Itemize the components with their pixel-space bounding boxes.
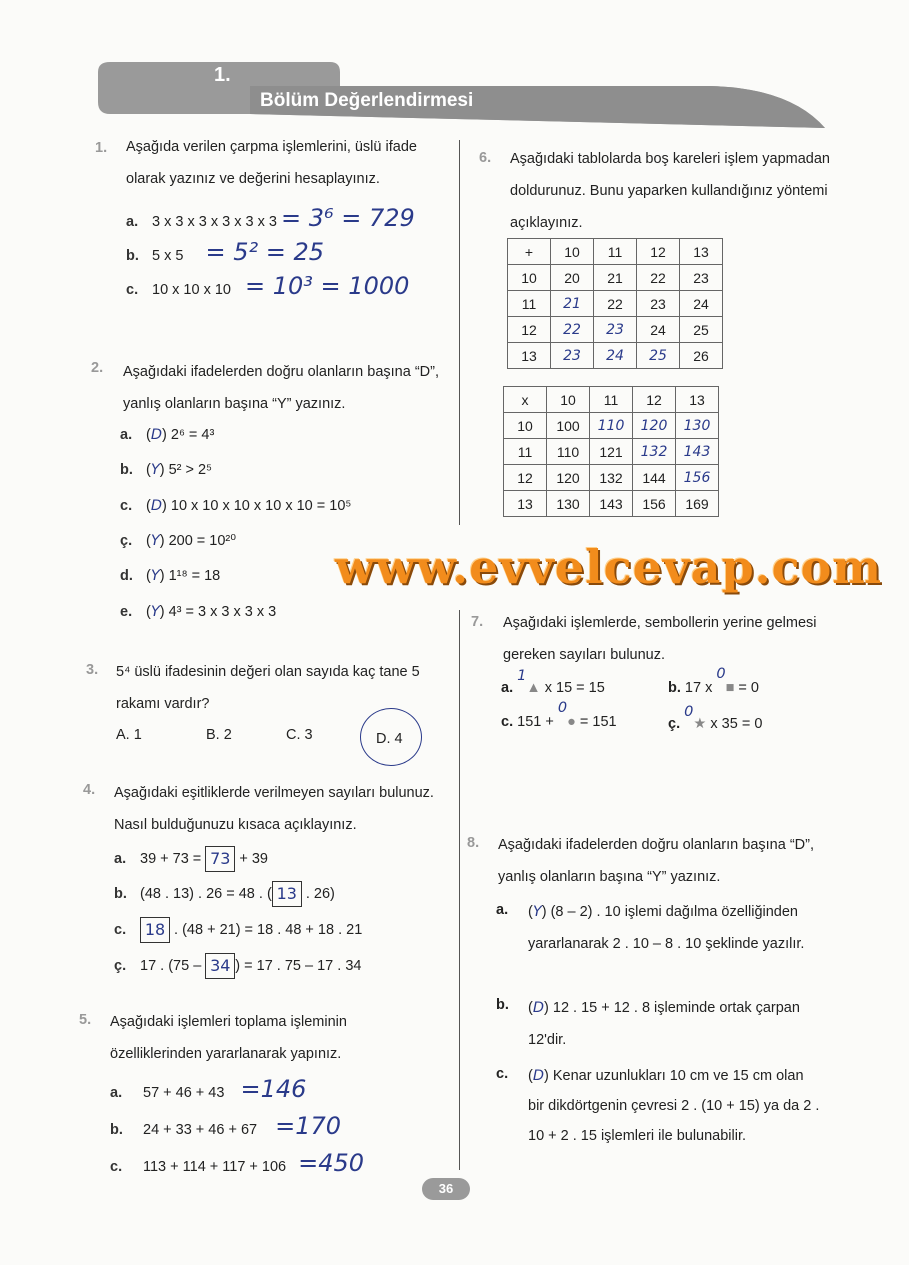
q1-item-b: b. 5 x 5 = 5² = 25	[126, 238, 325, 266]
q5-item-c: c. 113 + 114 + 117 + 106 =450	[110, 1149, 365, 1177]
q7-item-b: b. 17 x 0■ = 0	[668, 666, 759, 696]
header-number: 1.	[214, 64, 231, 86]
square-symbol-icon: ■	[725, 680, 735, 696]
header-title: Bölüm Değerlendirmesi	[260, 90, 474, 111]
triangle-symbol-icon: ▲	[526, 680, 541, 696]
q5-item-b: b. 24 + 33 + 46 + 67 =170	[110, 1112, 342, 1140]
q8-item-a: (Y) (8 – 2) . 10 işlemi dağılma özelliğinden yararlanarak 2 . 10 – 8 . 10 şeklinde yazılır.	[528, 904, 805, 952]
circle-symbol-icon: ●	[567, 714, 576, 730]
q3-number: 3.	[86, 662, 99, 678]
page-number: 36	[422, 1178, 470, 1200]
multiplication-table: x 10 11 12 13 10 100 110 120 130 11 110 121 132 143 12 120 132 144 156 13 130 143 156 169	[503, 386, 719, 517]
q3-option-b: B. 2	[206, 727, 232, 743]
q4-number: 4.	[83, 782, 96, 798]
q8-item-b-label: b.	[496, 997, 509, 1013]
q8-item-c: (D) Kenar uzunlukları 10 cm ve 15 cm olan bir dikdörtgenin çevresi 2 . (10 + 15) ya da 2 . 10 + 2 . 15 işlemleri ile bulunabilir.	[528, 1068, 820, 1144]
q8-text: Aşağıdaki ifadelerden doğru olanların başına “D”, yanlış olanların başına “Y” yazınız.	[498, 837, 814, 885]
q2-item-e: e. (Y) 4³ = 3 x 3 x 3 x 3	[120, 604, 277, 620]
q2-item-c: c. (D) 10 x 10 x 10 x 10 x 10 = 10⁵	[120, 498, 352, 514]
q2-number: 2.	[91, 360, 104, 376]
q8-item-c-label: c.	[496, 1066, 509, 1082]
q7-text: Aşağıdaki işlemlerde, sembollerin yerine gelmesi gereken sayıları bulunuz.	[503, 615, 817, 663]
q7-item-a: a. 1▲ x 15 = 15	[501, 668, 605, 696]
watermark: www.evvelcevap.com	[335, 540, 882, 594]
q1-item-a: a. 3 x 3 x 3 x 3 x 3 x 3 = 3⁶ = 729	[126, 204, 415, 232]
q2-item-d: d. (Y) 1¹⁸ = 18	[120, 568, 221, 584]
q4-text: Aşağıdaki eşitliklerde verilmeyen sayıları bulunuz. Nasıl bulduğunuzu kısaca açıklayınız.	[114, 785, 434, 833]
q7-item-c: c. 151 + 0● = 151	[501, 700, 617, 730]
q3-text: 5⁴ üslü ifadesinin değeri olan sayıda kaç tane 5 rakamı vardır?	[116, 664, 420, 712]
q7-number: 7.	[471, 614, 484, 630]
q3-option-d: D. 4	[376, 731, 403, 747]
q3-option-c: C. 3	[286, 727, 313, 743]
q1-text: Aşağıda verilen çarpma işlemlerini, üslü ifade olarak yazınız ve değerini hesaplayınız.	[126, 139, 417, 187]
q1-item-c: c. 10 x 10 x 10 = 10³ = 1000	[126, 272, 410, 300]
q2-text: Aşağıdaki ifadelerden doğru olanların başına “D”, yanlış olanların başına “Y” yazınız.	[123, 364, 439, 412]
q4-item-cc: ç. 17 . (75 – 34 ) = 17 . 75 – 17 . 34	[114, 953, 361, 979]
q4-item-c: c. 18 . (48 + 21) = 18 . 48 + 18 . 21	[114, 917, 362, 943]
q5-number: 5.	[79, 1012, 92, 1028]
star-symbol-icon: ★	[693, 716, 707, 732]
q8-number: 8.	[467, 835, 480, 851]
q6-text: Aşağıdaki tablolarda boş kareleri işlem yapmadan doldurunuz. Bunu yaparken kullandığınız yöntemi açıklayınız.	[510, 151, 830, 231]
column-divider	[459, 140, 460, 525]
q2-item-cc: ç. (Y) 200 = 10²⁰	[120, 533, 237, 549]
q4-item-b: b. (48 . 13) . 26 = 48 . ( 13 . 26)	[114, 881, 335, 907]
addition-table: + 10 11 12 13 10 20 21 22 23 11 21 22 23 24 12 22 23 24 25 13 23 24 25 26	[507, 238, 723, 369]
q2-item-b: b. (Y) 5² > 2⁵	[120, 462, 213, 478]
q5-item-a: a. 57 + 46 + 43 =146	[110, 1075, 307, 1103]
q3-option-a: A. 1	[116, 727, 142, 743]
column-divider-lower	[459, 610, 460, 1170]
q8-item-b: (D) 12 . 15 + 12 . 8 işleminde ortak çarpan 12'dir.	[528, 1000, 800, 1048]
q5-text: Aşağıdaki işlemleri toplama işleminin özelliklerinden yararlanarak yapınız.	[110, 1014, 347, 1062]
q6-number: 6.	[479, 150, 492, 166]
q1-number: 1.	[95, 140, 108, 156]
q4-item-a: a. 39 + 73 = 73 + 39	[114, 846, 268, 872]
q7-item-cc: ç. 0★ x 35 = 0	[668, 704, 763, 732]
q2-item-a: a. (D) 2⁶ = 4³	[120, 427, 215, 443]
q8-item-a-label: a.	[496, 902, 509, 918]
